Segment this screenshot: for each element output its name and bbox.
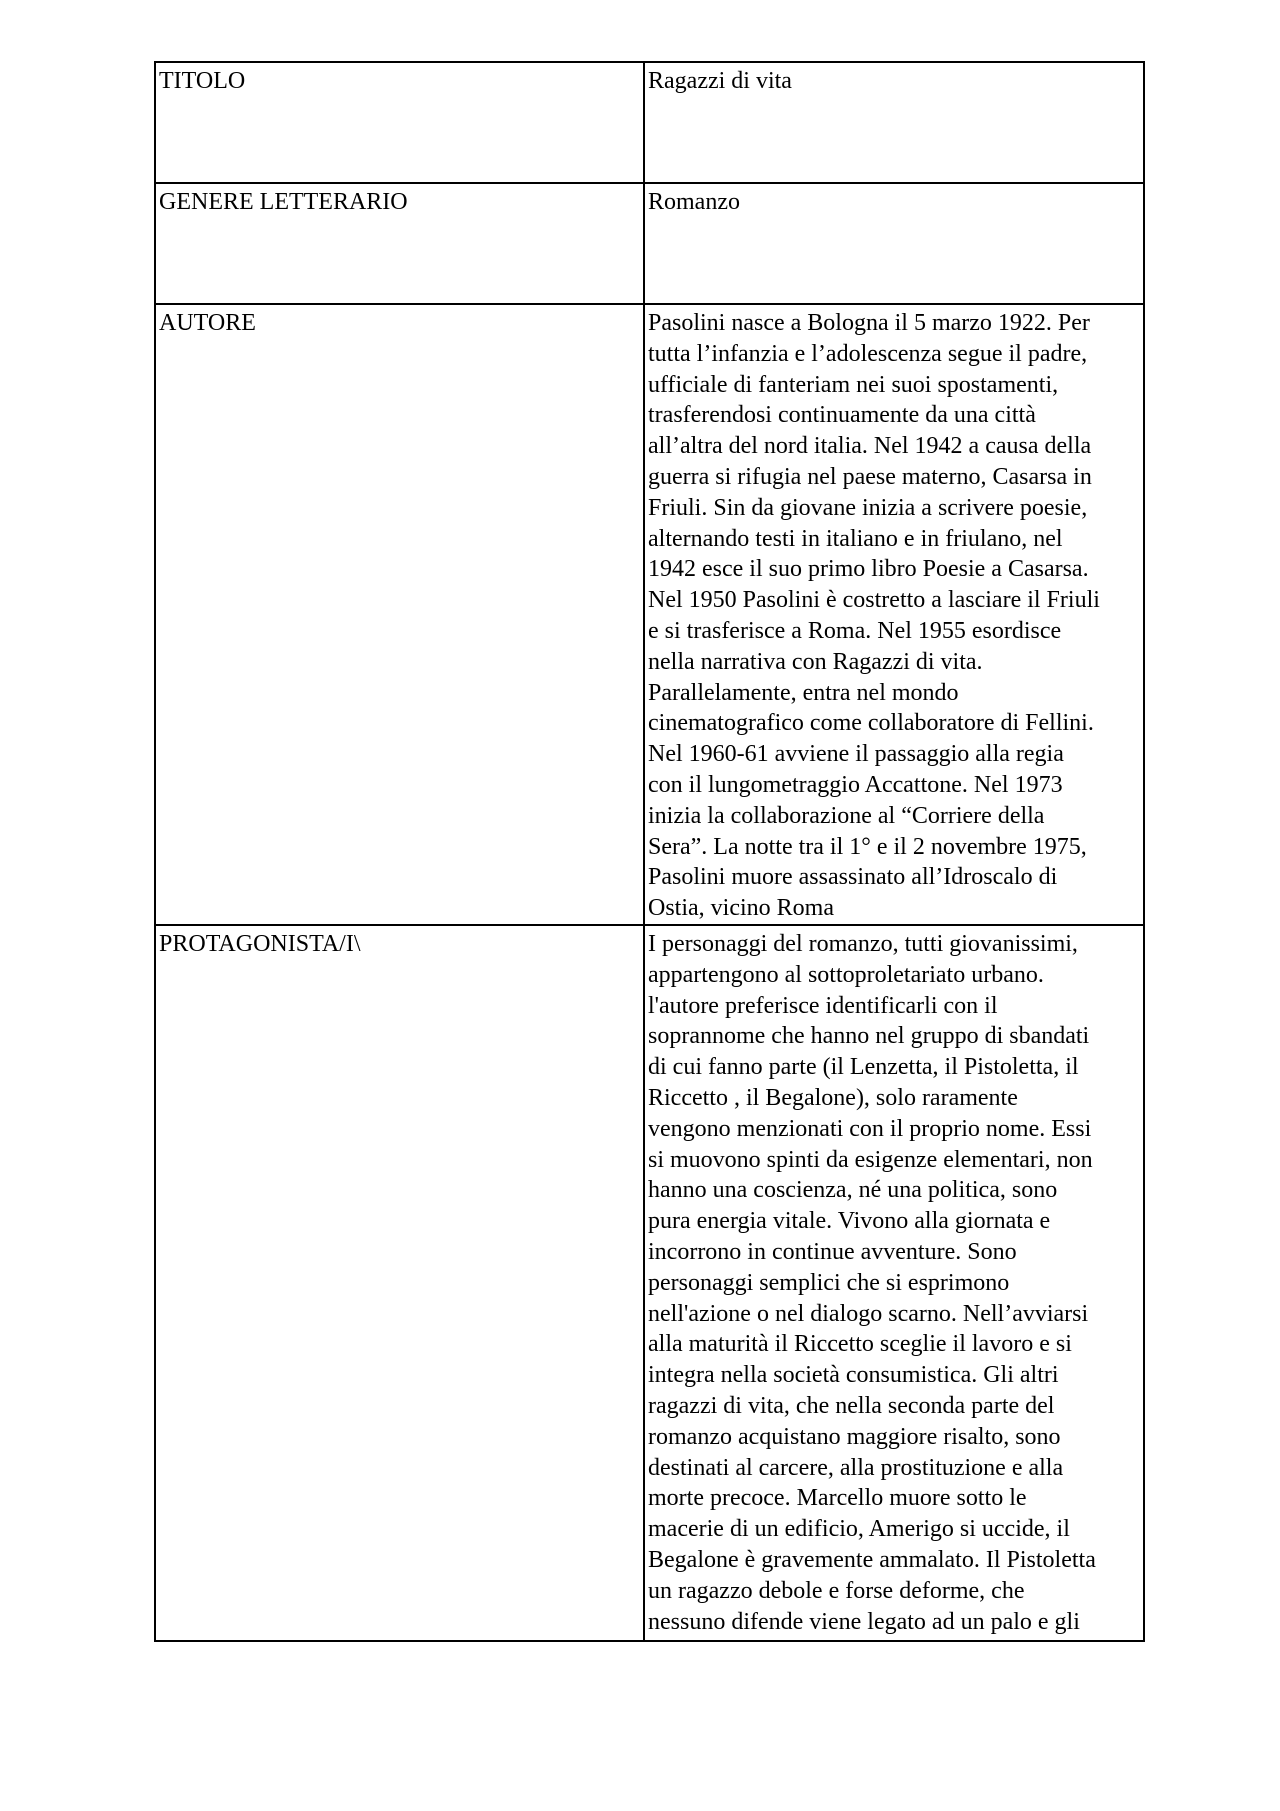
value-protagonisti: I personaggi del romanzo, tutti giovanissimi, appartengono al sottoproletariato urbano. l'autore preferisce identificarli con il soprannome che hanno nel gruppo di sbandati di cui fanno parte (il Lenzetta, il Pistoletta, il Riccetto , il Begalone), solo raramente vengono menzionati con il proprio nome. Essi si muovono spinti da esigenze elementari, non hanno una coscienza, né una politica, sono pura energia vitale. Vivono alla giornata e incorrono in continue avventure. Sono personaggi semplici che si esprimono nell'azione o nel dialogo scarno. Nell’avviarsi alla maturità il Riccetto sceglie il lavoro e si integra nella società consumistica. Gli altri ragazzi di vita, che nella seconda parte del romanzo acquistano maggiore risalto, sono destinati al carcere, alla prostituzione e alla morte precoce. Marcello muore sotto le macerie di un edificio, Amerigo si uccide, il Begalone è gravemente ammalato. Il Pistoletta un ragazzo debole e forse deforme, che nessuno difende viene legato ad un palo e gli bbox=[648, 931, 1096, 1635]
label-cell-autore bbox=[155, 304, 644, 925]
table-row-protagonisti bbox=[155, 925, 1144, 1641]
value-titolo: Ragazzi di vita bbox=[648, 68, 792, 94]
label-cell-titolo bbox=[155, 62, 644, 183]
value-cell-titolo bbox=[644, 62, 1144, 183]
label-autore: AUTORE bbox=[159, 310, 256, 336]
value-cell-autore bbox=[644, 304, 1144, 925]
value-cell-protagonisti bbox=[644, 925, 1144, 1641]
book-report-table bbox=[154, 61, 1145, 1642]
table-row-genere bbox=[155, 183, 1144, 304]
label-genere: GENERE LETTERARIO bbox=[159, 189, 408, 215]
label-protagonisti: PROTAGONISTA/I\ bbox=[159, 931, 361, 957]
value-cell-genere bbox=[644, 183, 1144, 304]
label-titolo: TITOLO bbox=[159, 68, 246, 94]
label-cell-protagonisti bbox=[155, 925, 644, 1641]
table-row-titolo bbox=[155, 62, 1144, 183]
label-cell-genere bbox=[155, 183, 644, 304]
value-autore: Pasolini nasce a Bologna il 5 marzo 1922. Per tutta l’infanzia e l’adolescenza segue il padre, ufficiale di fanteriam nei suoi spostamenti, trasferendosi continuamente da una città all’altra del nord italia. Nel 1942 a causa della guerra si rifugia nel paese materno, Casarsa in Friuli. Sin da giovane inizia a scrivere poesie, alternando testi in italiano e in friulano, nel 1942 esce il suo primo libro Poesie a Casarsa. Nel 1950 Pasolini è costretto a lasciare il Friuli e si trasferisce a Roma. Nel 1955 esordisce nella narrativa con Ragazzi di vita. Parallelamente, entra nel mondo cinematografico come collaboratore di Fellini. Nel 1960-61 avviene il passaggio alla regia con il lungometraggio Accattone. Nel 1973 inizia la collaborazione al “Corriere della Sera”. La notte tra il 1° e il 2 novembre 1975, Pasolini muore assassinato all’Idroscalo di Ostia, vicino Roma bbox=[648, 310, 1100, 922]
table-row-autore bbox=[155, 304, 1144, 925]
value-genere: Romanzo bbox=[648, 189, 740, 215]
